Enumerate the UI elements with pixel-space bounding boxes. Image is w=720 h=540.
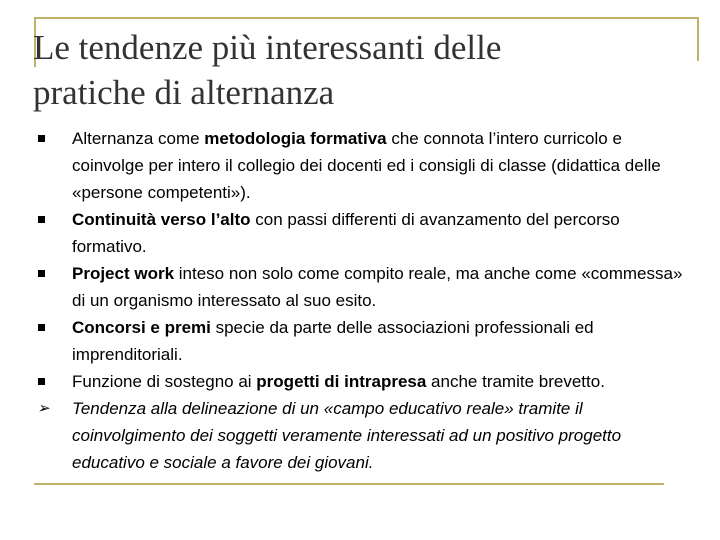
bullet-text: specie da parte delle associazioni professionali ed imprenditoriali. <box>72 318 594 364</box>
bullet-bold-text: Concorsi e premi <box>72 318 211 337</box>
slide-title-line-1: Le tendenze più interessanti delle <box>33 28 502 67</box>
bullet-item <box>36 206 686 260</box>
bullet-item <box>36 314 686 368</box>
bullet-list <box>36 125 686 476</box>
bullet-bold-text: Continuità verso l’alto <box>72 210 251 229</box>
slide-title <box>33 25 693 115</box>
square-bullet-icon <box>38 135 45 142</box>
bullet-item <box>36 260 686 314</box>
bullet-item <box>36 395 686 476</box>
bullet-bold-text: Project work <box>72 264 175 283</box>
bullet-text: che connota l’intero curricolo e coinvolge per intero il collegio dei docenti ed i consigli di classe (didattica delle «persone competenti»). <box>72 129 661 202</box>
square-bullet-icon <box>38 216 45 223</box>
bullet-text: Funzione di sostegno ai <box>72 372 257 391</box>
arrow-bullet-icon: ➢ <box>37 400 50 417</box>
bullet-text: inteso non solo come compito reale, ma anche come «commessa» di un organismo interessato al suo esito. <box>72 264 683 310</box>
bullet-text: anche tramite brevetto. <box>426 372 605 391</box>
slide-title-line-2: pratiche di alternanza <box>33 73 335 112</box>
bullet-item <box>36 125 686 206</box>
frame-line-right <box>697 17 699 61</box>
bullet-bold-text: metodologia formativa <box>204 129 387 148</box>
square-bullet-icon <box>38 270 45 277</box>
bullet-text: Alternanza come <box>72 129 205 148</box>
bullet-text: Tendenza alla delineazione di un «campo educativo reale» tramite il coinvolgimento dei soggetti veramente interessati ad un positivo progetto educativo e sociale a favore dei giovani. <box>72 399 622 472</box>
square-bullet-icon <box>38 378 45 385</box>
frame-line-bottom <box>34 483 664 485</box>
bullet-text: con passi differenti di avanzamento del percorso formativo. <box>72 210 620 256</box>
frame-line-top <box>34 17 699 19</box>
square-bullet-icon <box>38 324 45 331</box>
bullet-item <box>36 368 686 395</box>
bullet-bold-text: progetti di intrapresa <box>256 372 427 391</box>
